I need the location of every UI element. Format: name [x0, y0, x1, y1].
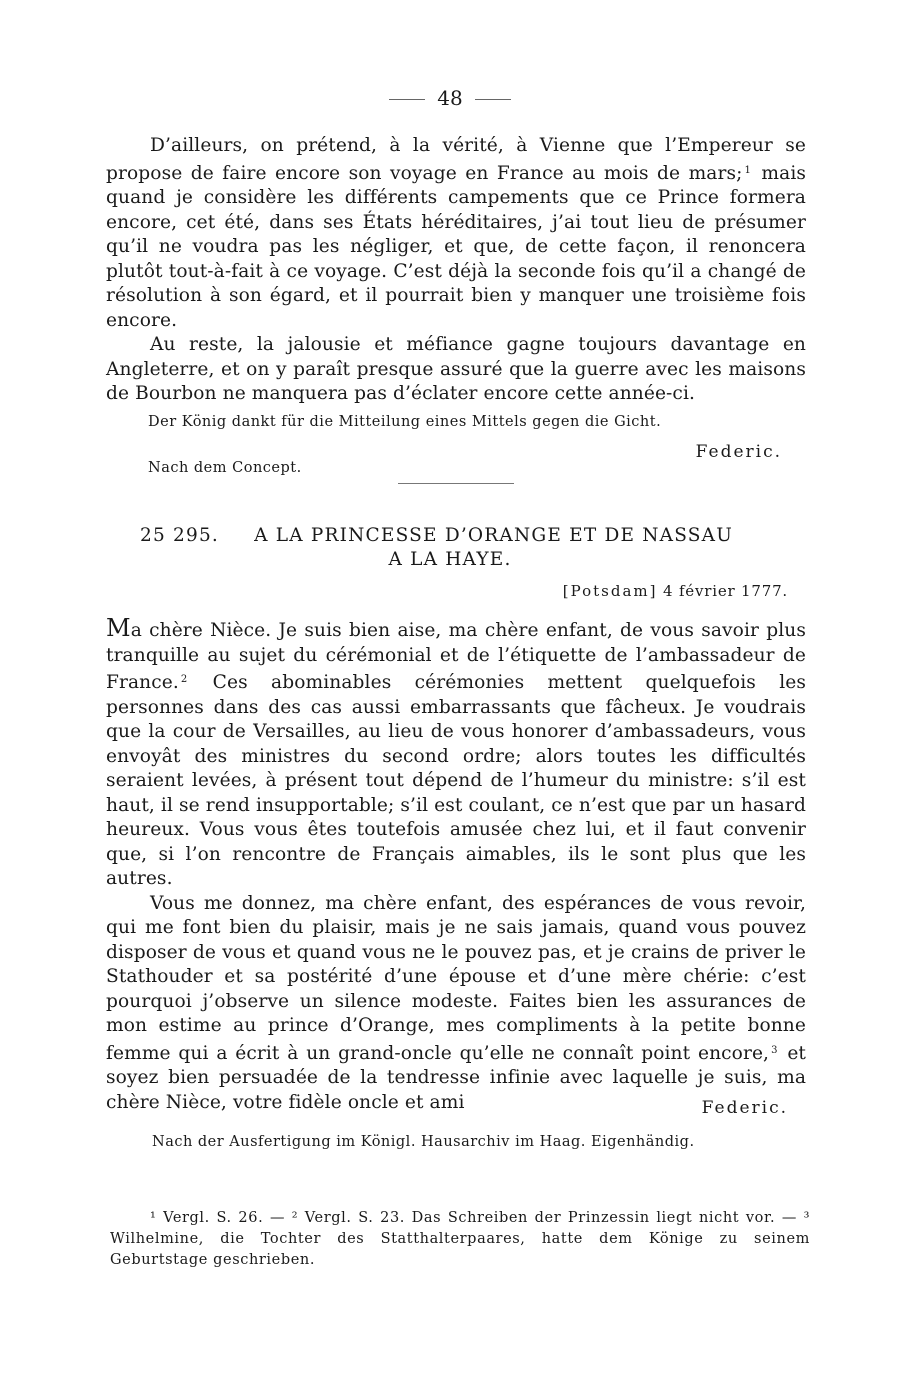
- letter1-signature: Federic.: [695, 442, 782, 462]
- letter2-title-line1: A LA PRINCESSE D’ORANGE ET DE NASSAU: [254, 525, 733, 546]
- footnote-ref-2: 2: [180, 674, 188, 685]
- letter1-paragraph-1: D’ailleurs, on prétend, à la vérité, à Vienne que l’Empereur se propose de faire encore son voyage en France au mois de mars; $^1$ mais quand je considère les différents campements que ce Prince formera encore, cet été, dans ses États héréditaires, j’ai tout lieu de présumer qu’il ne voudra pas les négliger, et que, de cette façon, il renoncera plutôt tout-à-fait à ce voyage. C’est déjà la seconde fois qu’il a changé de résolution à son égard, et il pourrait bien y manquer une troisième fois encore.: [106, 135, 807, 331]
- letter2-date: 4 février 1777.: [663, 582, 788, 600]
- letter1-body: [106, 134, 806, 407]
- letter2-signature: Federic.: [701, 1098, 788, 1118]
- footnotes: [110, 1208, 810, 1271]
- letter2-dateline: [563, 582, 788, 600]
- letter2-heading: [140, 525, 800, 546]
- letter2-place: [Potsdam]: [562, 582, 658, 600]
- letter2-source: Nach der Ausfertigung im Königl. Hausarchiv im Haag. Eigenhändig.: [152, 1134, 695, 1150]
- letter2-paragraph-1: Ma chère Nièce. Je suis bien aise, ma chère enfant, de vous savoir plus tranquille au sujet du cérémonial et de l’étiquette de l’ambassadeur de France. $^2$ Ces abominables cérémonies mettent quelquefois les personnes dans des cas aussi embarrassants que fâcheux. Je voudrais que la cour de Versailles, au lieu de vous honorer d’ambassadeurs, vous envoyât des ministres du second ordre; alors toutes les difficultés seraient levées, à présent tout dépend de l’humeur du ministre: s’il est haut, il se rend insupportable; s’il est coulant, ce n’est que par un hasard heureux. Vous vous êtes toutefois amusée chez lui, et il faut convenir que, si l’on rencontre de Français aimables, ils le sont plus que les autres.: [106, 614, 806, 889]
- letter2-paragraph-2: Vous me donnez, ma chère enfant, des espérances de vous revoir, qui me font bien du plaisir, mais je ne sais jamais, quand vous pouvez disposer de vous et quand vous ne le pouvez pas, et je crains de priver le Stathouder et sa postérité d’une épouse et d’une mère chérie: c’est pourquoi j’observe un silence modeste. Faites bien les assurances de mon estime au prince d’Orange, mes compliments à la petite bonne femme qui a écrit à un grand-oncle qu’elle ne connaît point encore, $^3$ et soyez bien persuadée de la tendresse infinie avec laquelle je suis, ma chère Nièce, votre fidèle oncle et ami: [106, 892, 807, 1113]
- footnote-ref-3: 3: [771, 1044, 778, 1056]
- letter1-summary: Der König dankt für die Mitteilung eines Mittels gegen die Gicht.: [148, 414, 662, 430]
- initial-letter: M: [106, 614, 131, 642]
- footnote-ref-1: 1: [744, 164, 751, 176]
- section-divider: [398, 483, 514, 484]
- header-rule-left: [389, 99, 425, 100]
- letter1-paragraph-2: Au reste, la jalousie et méfiance gagne toujours davantage en Angleterre, et on y paraît presque assuré que la guerre avec les maisons de Bourbon ne manquera pas d’éclater encore cette année-ci.: [106, 334, 806, 404]
- letter2-body: [106, 616, 806, 1115]
- letter-number: 25 295.: [140, 525, 220, 546]
- page-number: 48: [437, 86, 463, 110]
- letter1-source: Nach dem Concept.: [148, 460, 302, 476]
- footnote-text: ¹ Vergl. S. 26. — ² Vergl. S. 23. Das Schreiben der Prinzessin liegt nicht vor. — ³ Wilhelmine, die Tochter des Statthalterpaares, hatte dem Könige zu seinem Geburtstage geschrieben.: [110, 1210, 810, 1268]
- header-rule-right: [475, 99, 511, 100]
- letter2-title-line2: A LA HAYE.: [388, 549, 512, 570]
- page-header: [0, 86, 900, 110]
